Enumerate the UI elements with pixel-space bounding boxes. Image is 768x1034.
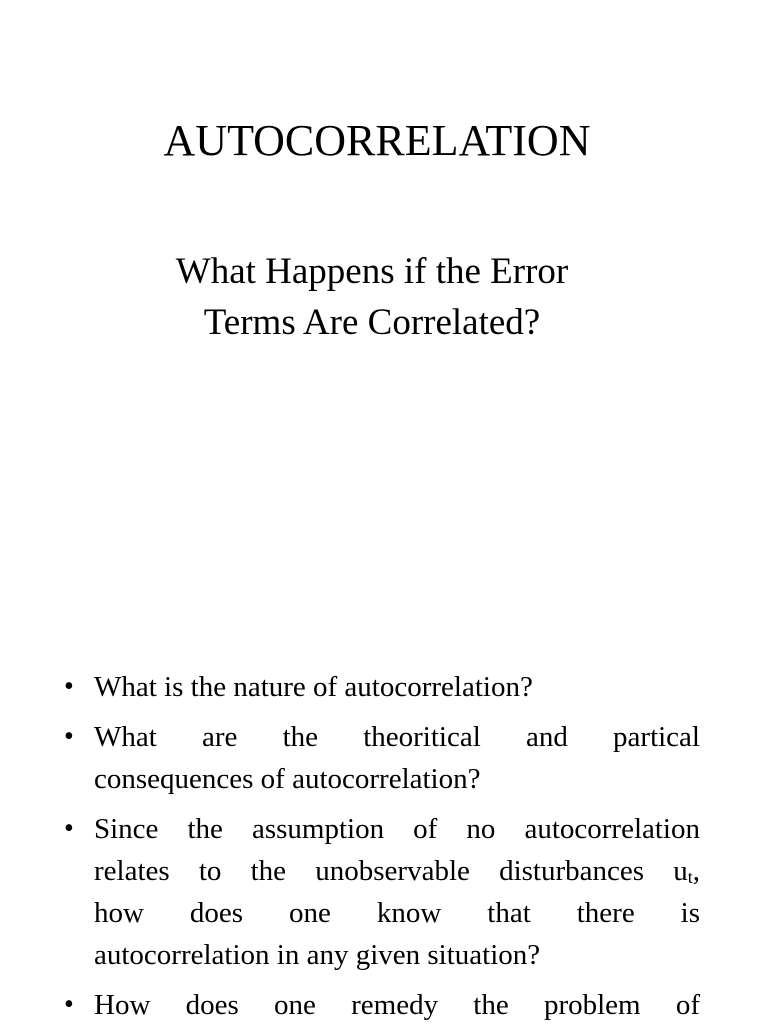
bullet-dot-icon: • (64, 813, 74, 844)
bullet-dot-icon: • (64, 989, 74, 1020)
bullet-dot-icon: • (64, 721, 74, 752)
bullet-item-consequences (0, 716, 768, 800)
bullet-dot-icon: • (64, 671, 74, 702)
bullet-text: how does one know that there is (94, 897, 700, 929)
slide-title: AUTOCORRELATION (163, 116, 591, 165)
bullet-text-with-subscript (94, 850, 700, 892)
bullet-text: How does one remedy the problem of (94, 989, 700, 1021)
subtitle-line-2: Terms Are Correlated? (203, 302, 541, 343)
subscript-t: t (687, 867, 693, 887)
bullet-text: , (692, 855, 700, 887)
bullet-text: relates to the unobservable disturbances u (94, 855, 688, 887)
subtitle-line-1: What Happens if the Error (175, 251, 569, 292)
bullet-text: consequences of autocorrelation? (94, 763, 481, 795)
bullet-item-detection (0, 808, 768, 976)
bullet-text: autocorrelation in any given situation? (94, 939, 541, 971)
bullet-item-nature (0, 666, 768, 708)
bullet-text: What is the nature of autocorrelation? (94, 671, 533, 703)
bullet-item-remedy (0, 984, 768, 1026)
bullet-text: Since the assumption of no autocorrelation (94, 813, 700, 845)
slide-subtitle (0, 246, 744, 348)
bullet-list (0, 666, 768, 1034)
bullet-text: What are the theoritical and partical (94, 721, 700, 753)
